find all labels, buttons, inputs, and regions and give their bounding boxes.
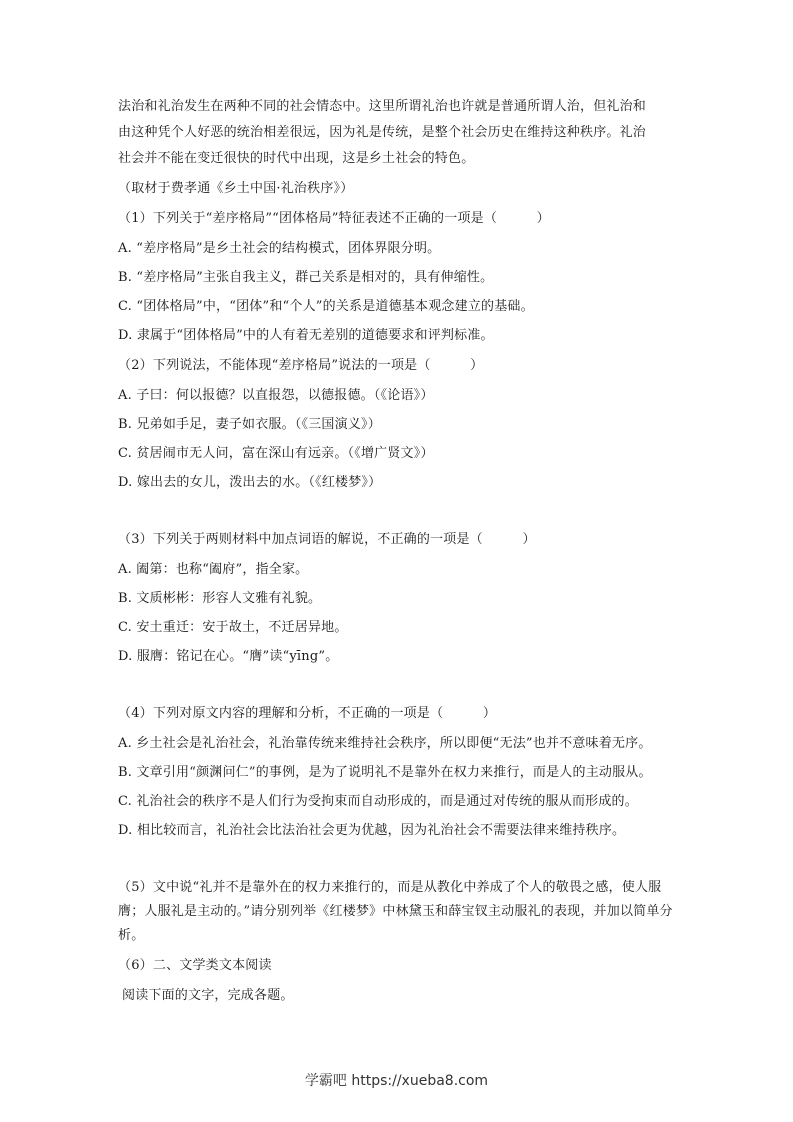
spacer (118, 848, 678, 870)
option-a: A. 子曰：何以报德？以直报怨，以德报德。（《论语》） (118, 388, 434, 403)
option-c: C. “团体格局”中，“团体”和“个人”的关系是道德基本观念建立的基础。 (118, 299, 534, 314)
question-stem: （1）下列关于“差序格局”“团体格局”特征表述不正确的一项是（ ） (118, 211, 550, 226)
option-d: D. 服膺：铭记在心。“膺”读“yīng”。 (118, 649, 339, 664)
question-6: （6）二、文学类文本阅读 (118, 958, 272, 973)
option-a: A. 乡土社会是礼治社会，礼治靠传统来维持社会秩序，所以即便“无法”也并不意味着无序。 (118, 736, 652, 751)
spacer (118, 500, 678, 522)
passage-source: （取材于费孝通《乡土中国·礼治秩序》） (118, 181, 354, 196)
passage-line: 社会并不能在变迁很快的时代中出现，这是乡土社会的特色。 (118, 151, 475, 166)
option-a: A. 阖第：也称“阖府”，指全家。 (118, 562, 309, 577)
question-stem: （2）下列说法，不能体现“差序格局”说法的一项是（ ） (118, 358, 484, 373)
option-d: D. 相比较而言，礼治社会比法治社会更为优越，因为礼治社会不需要法律来维持秩序。 (118, 823, 626, 838)
question-4 (118, 702, 678, 843)
document-content (118, 95, 678, 1014)
option-b: B. 文质彬彬：形容人文雅有礼貌。 (118, 591, 322, 606)
passage-line: 由这种凭个人好恶的统治相差很远，因为礼是传统，是整个社会历史在维持这种秩序。礼治 (118, 125, 647, 140)
passage-line: 法治和礼治发生在两种不同的社会情态中。这里所谓礼治也许就是普通所谓人治，但礼治和 (118, 99, 647, 114)
question-3 (118, 528, 678, 669)
option-b: B. 兄弟如手足，妻子如衣服。（《三国演义》） (118, 417, 381, 432)
option-d: D. 隶属于“团体格局”中的人有着无差别的道德要求和评判标准。 (118, 328, 494, 343)
option-c: C. 礼治社会的秩序不是人们行为受拘束而自动形成的，而是通过对传统的服从而形成的。 (118, 794, 638, 809)
footer-watermark: 学霸吧 https://xueba8.com (304, 1073, 489, 1089)
question-6-instruction: 阅读下面的文字，完成各题。 (122, 988, 294, 1003)
question-1 (118, 207, 678, 348)
option-d: D. 嫁出去的女儿，泼出去的水。（《红楼梦》） (118, 475, 382, 490)
option-b: B. “差序格局”主张自我主义，群己关系是相对的，具有伸缩性。 (118, 270, 494, 285)
question-2 (118, 354, 678, 495)
option-a: A. “差序格局”是乡土社会的结构模式，团体界限分明。 (118, 241, 441, 256)
question-5: （5）文中说“礼并不是靠外在的权力来推行的，而是从教化中养成了个人的敬畏之感，使人服膺；人服礼是主动的。”请分别列举《红楼梦》中林黛玉和薛宝钗主动服礼的表现，并加以简单分析。 (118, 880, 673, 943)
question-stem: （4）下列对原文内容的理解和分析，不正确的一项是（ ） (118, 706, 497, 721)
question-stem: （3）下列关于两则材料中加点词语的解说，不正确的一项是（ ） (118, 532, 536, 547)
option-c: C. 安土重迁：安于故土，不迁居异地。 (118, 620, 348, 635)
option-c: C. 贫居闹市无人问，富在深山有远亲。（《增广贤文》） (118, 446, 434, 461)
option-b: B. 文章引用“颜渊问仁”的事例，是为了说明礼不是靠外在权力来推行，而是人的主动服从。 (118, 765, 652, 780)
spacer (118, 674, 678, 696)
